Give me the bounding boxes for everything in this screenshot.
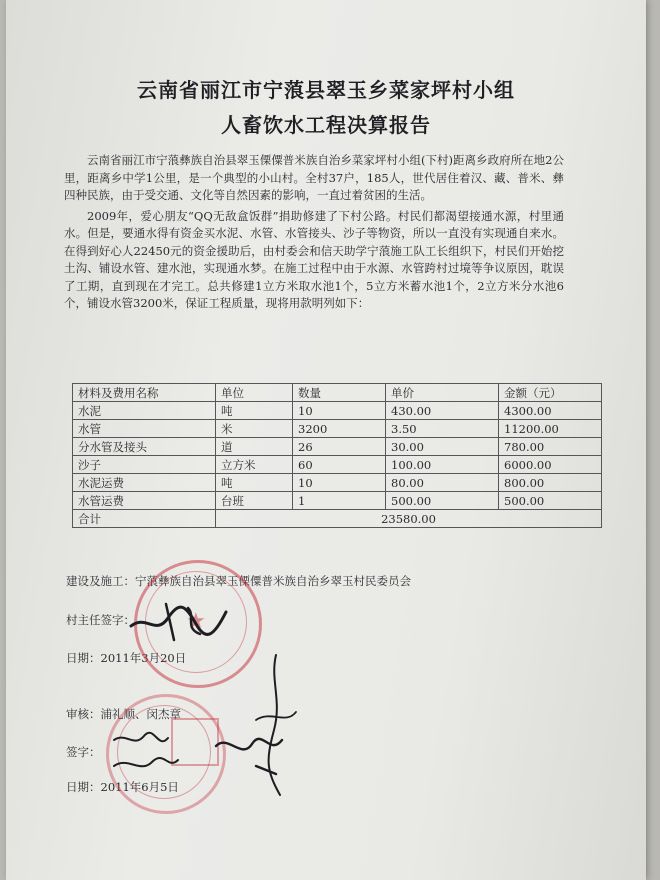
table-cell: 6000.00 [499, 456, 602, 474]
table-cell: 10 [293, 402, 386, 420]
table-cell: 道 [216, 438, 293, 456]
table-total-row [73, 510, 602, 528]
table-cell: 11200.00 [499, 420, 602, 438]
tall-handwritten-signature [246, 650, 306, 800]
cost-table [72, 383, 602, 528]
table-cell: 430.00 [386, 402, 499, 420]
audit-line: 审核：浦礼顺、闵杰章 [66, 707, 181, 721]
report-body [64, 152, 564, 316]
square-seal-stamp [171, 718, 219, 766]
table-cell: 4300.00 [499, 402, 602, 420]
table-cell: 沙子 [73, 456, 216, 474]
table-header-cell: 金额（元） [499, 384, 602, 402]
table-cell: 80.00 [386, 474, 499, 492]
table-cell: 分水管及接头 [73, 438, 216, 456]
table-cell: 500.00 [499, 492, 602, 510]
paragraph-project-description: 2009年，爱心朋友“QQ无敌盒饭群”捐助修建了下村公路。村民们都渴望接通水源，村里通水。但是，要通水得有资金买水泥、水管、水管接头、沙子等物资，所以一直没有实现通自来水。在得到好心人22450元的资金援助后，由村委会和信天助学宁蒗施工队工长组织下，村民们开始挖土沟、铺设水管、建水池，实现通水梦。在施工过程中由于水源、水管跨村过境等争议原因，耽误了工期，直到现在才完工。总共修建1立方米取水池1个，5立方米蓄水池1个，2立方米分水池6个，铺设水管3200米，保证工程质量，现将用款明列如下： [64, 208, 564, 310]
table-row [73, 474, 602, 492]
table-cell: 26 [293, 438, 386, 456]
document-title-line1: 云南省丽江市宁蒗县翠玉乡菜家坪村小组 [137, 78, 515, 102]
table-cell: 台班 [216, 492, 293, 510]
table-cell: 780.00 [499, 438, 602, 456]
table-cell: 60 [293, 456, 386, 474]
table-cell: 水泥 [73, 402, 216, 420]
signature-label: 签字： [66, 745, 101, 759]
table-cell: 水管 [73, 420, 216, 438]
table-cell: 3200 [293, 420, 386, 438]
table-cell: 30.00 [386, 438, 499, 456]
table-cell: 米 [216, 420, 293, 438]
document-page [6, 0, 646, 880]
document-title-line2: 人畜饮水工程决算报告 [221, 113, 431, 137]
table-cell: 吨 [216, 474, 293, 492]
table-cell: 800.00 [499, 474, 602, 492]
table-row [73, 438, 602, 456]
table-cell: 水管运费 [73, 492, 216, 510]
table-header-cell: 材料及费用名称 [73, 384, 216, 402]
builder-line: 建设及施工：宁蒗彝族自治县翠玉傈僳普米族自治乡翠玉村民委员会 [66, 574, 411, 588]
table-row [73, 420, 602, 438]
total-label: 合计 [73, 510, 216, 528]
table-header-cell: 单价 [386, 384, 499, 402]
table-cell: 1 [293, 492, 386, 510]
table-row [73, 402, 602, 420]
table-cell: 10 [293, 474, 386, 492]
total-amount: 23580.00 [216, 510, 602, 528]
table-cell: 500.00 [386, 492, 499, 510]
table-cell: 100.00 [386, 456, 499, 474]
auditor-handwritten-signatures [106, 726, 306, 786]
table-cell: 立方米 [216, 456, 293, 474]
sign-date-2: 日期：2011年6月5日 [66, 780, 179, 794]
paragraph-village-intro: 云南省丽江市宁蒗彝族自治县翠玉傈僳普米族自治乡菜家坪村小组(下村)距离乡政府所在地2公里，距离乡中学1公里，是一个典型的小山村。全村37户，185人，世代居住着汉、藏、普米、彝四种民族，由于受交通、文化等自然因素的影响，一直过着贫困的生活。 [64, 153, 564, 202]
table-row [73, 456, 602, 474]
director-handwritten-signature [126, 596, 236, 646]
director-signature-label: 村主任签字： [66, 613, 135, 627]
table-cell: 3.50 [386, 420, 499, 438]
table-row [73, 492, 602, 510]
table-header-cell: 数量 [293, 384, 386, 402]
official-seal-stamp: ★ [134, 560, 262, 688]
table-cell: 水泥运费 [73, 474, 216, 492]
table-header-row [73, 384, 602, 402]
sign-date-1: 日期：2011年3月20日 [66, 651, 187, 665]
table-cell: 吨 [216, 402, 293, 420]
table-header-cell: 单位 [216, 384, 293, 402]
